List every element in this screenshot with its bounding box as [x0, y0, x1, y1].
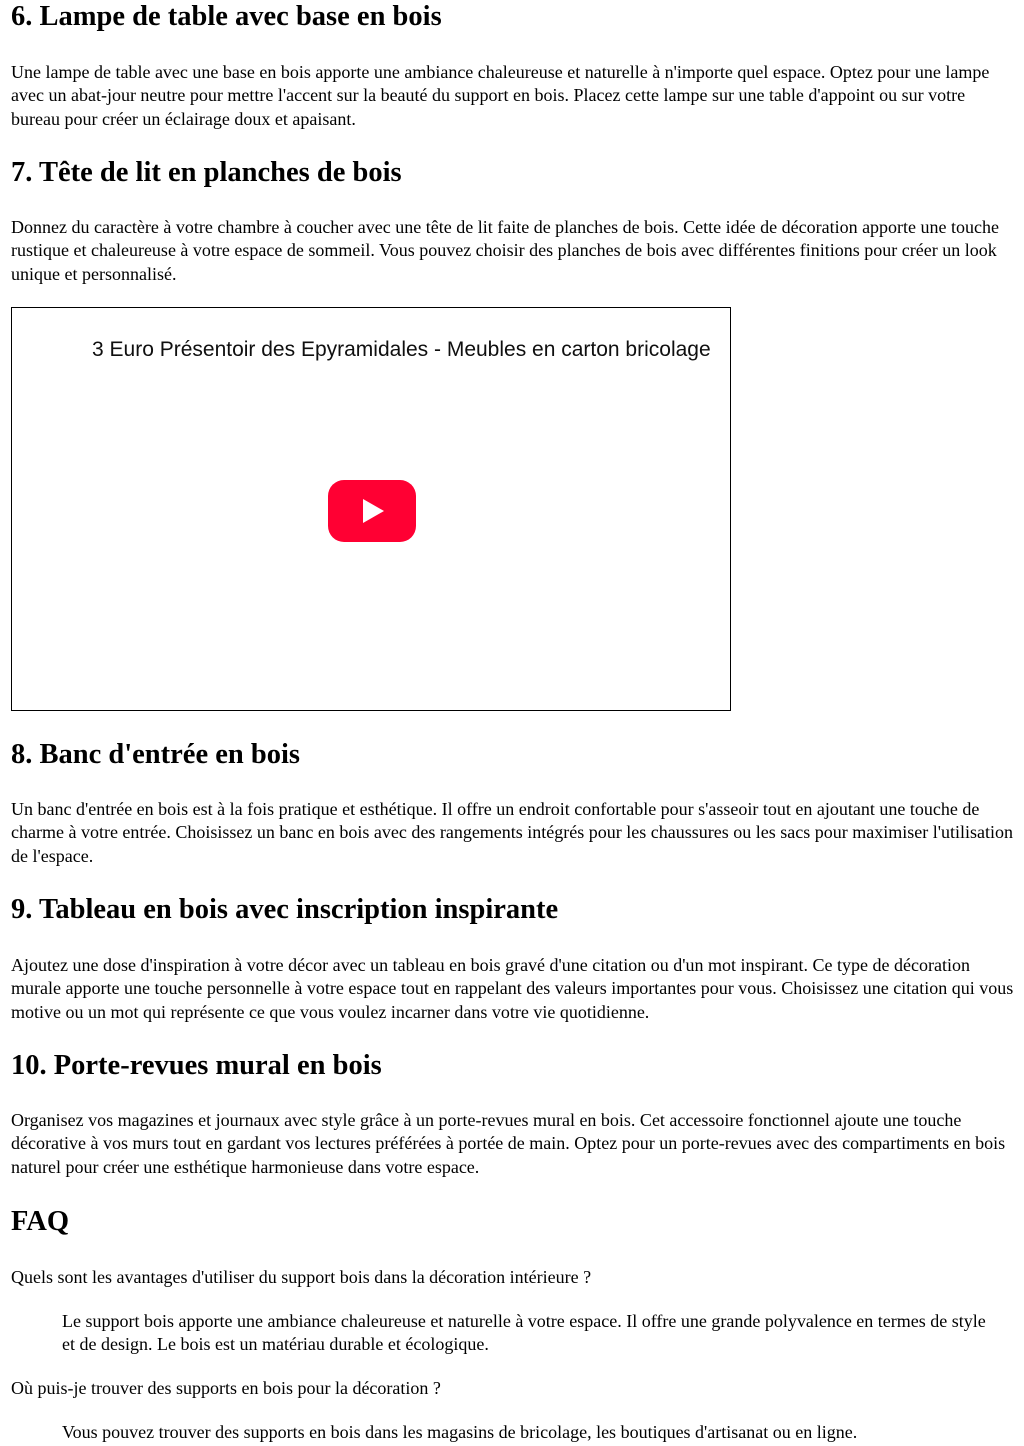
section-heading-8: 8. Banc d'entrée en bois — [11, 739, 300, 770]
faq-heading: FAQ — [11, 1206, 70, 1237]
faq-question: Où puis-je trouver des supports en bois pour la décoration ? — [11, 1378, 441, 1398]
faq-answer: Le support bois apporte une ambiance chaleureuse et naturelle à votre espace. Il offre une grande polyvalence en termes de style et de design. Le bois est un matériau durable et écologique. — [62, 1311, 986, 1355]
section-body-7: Donnez du caractère à votre chambre à coucher avec une tête de lit faite de planches de bois. Cette idée de décoration apporte une touche rustique et chaleureuse à votre espace de sommeil. Vous pouvez choisir des planches de bois avec différentes finitions pour créer un look unique et personnalisé. — [11, 217, 1000, 284]
section-body-9: Ajoutez une dose d'inspiration à votre décor avec un tableau en bois gravé d'une citation ou d'un mot inspirant. Ce type de décoration murale apporte une touche personnelle à votre espace tout en rappelant des valeurs importantes pour vous. Choisissez une citation qui vous motive ou un mot qui représente ce que vous voulez incarner dans votre vie quotidienne. — [11, 955, 1014, 1022]
section-body-10: Organisez vos magazines et journaux avec style grâce à un porte-revues mural en bois. Cet accessoire fonctionnel ajoute une touche décorative à vos murs tout en gardant vos lectures préférées à portée de main. Optez pour un porte-revues avec des compartiments en bois naturel pour créer une esthétique harmonieuse dans votre espace. — [11, 1110, 1006, 1177]
section-body-8: Un banc d'entrée en bois est à la fois pratique et esthétique. Il offre un endroit confortable pour s'asseoir tout en ajoutant une touche de charme à votre entrée. Choisissez un banc en bois avec des rangements intégrés pour les chaussures ou les sacs pour maximiser l'utilisation de l'espace. — [11, 799, 1013, 866]
section-heading-10: 10. Porte-revues mural en bois — [11, 1050, 382, 1081]
section-body-6: Une lampe de table avec une base en bois apporte une ambiance chaleureuse et naturelle à n'importe quel espace. Optez pour une lampe avec un abat-jour neutre pour mettre l'accent sur la beauté du support en bois. Placez cette lampe sur une table d'appoint ou sur votre bureau pour créer un éclairage doux et apaisant. — [11, 62, 990, 129]
youtube-embed[interactable] — [11, 307, 731, 711]
youtube-play-icon[interactable] — [328, 480, 416, 542]
video-title[interactable]: 3 Euro Présentoir des Epyramidales - Meubles en carton bricolage — [92, 338, 711, 361]
section-heading-9: 9. Tableau en bois avec inscription inspirante — [11, 894, 559, 925]
section-heading-7: 7. Tête de lit en planches de bois — [11, 157, 402, 188]
faq-question: Quels sont les avantages d'utiliser du support bois dans la décoration intérieure ? — [11, 1267, 592, 1287]
faq-answer: Vous pouvez trouver des supports en bois dans les magasins de bricolage, les boutiques d'artisanat ou en ligne. — [62, 1422, 858, 1442]
section-heading-6: 6. Lampe de table avec base en bois — [11, 1, 442, 32]
